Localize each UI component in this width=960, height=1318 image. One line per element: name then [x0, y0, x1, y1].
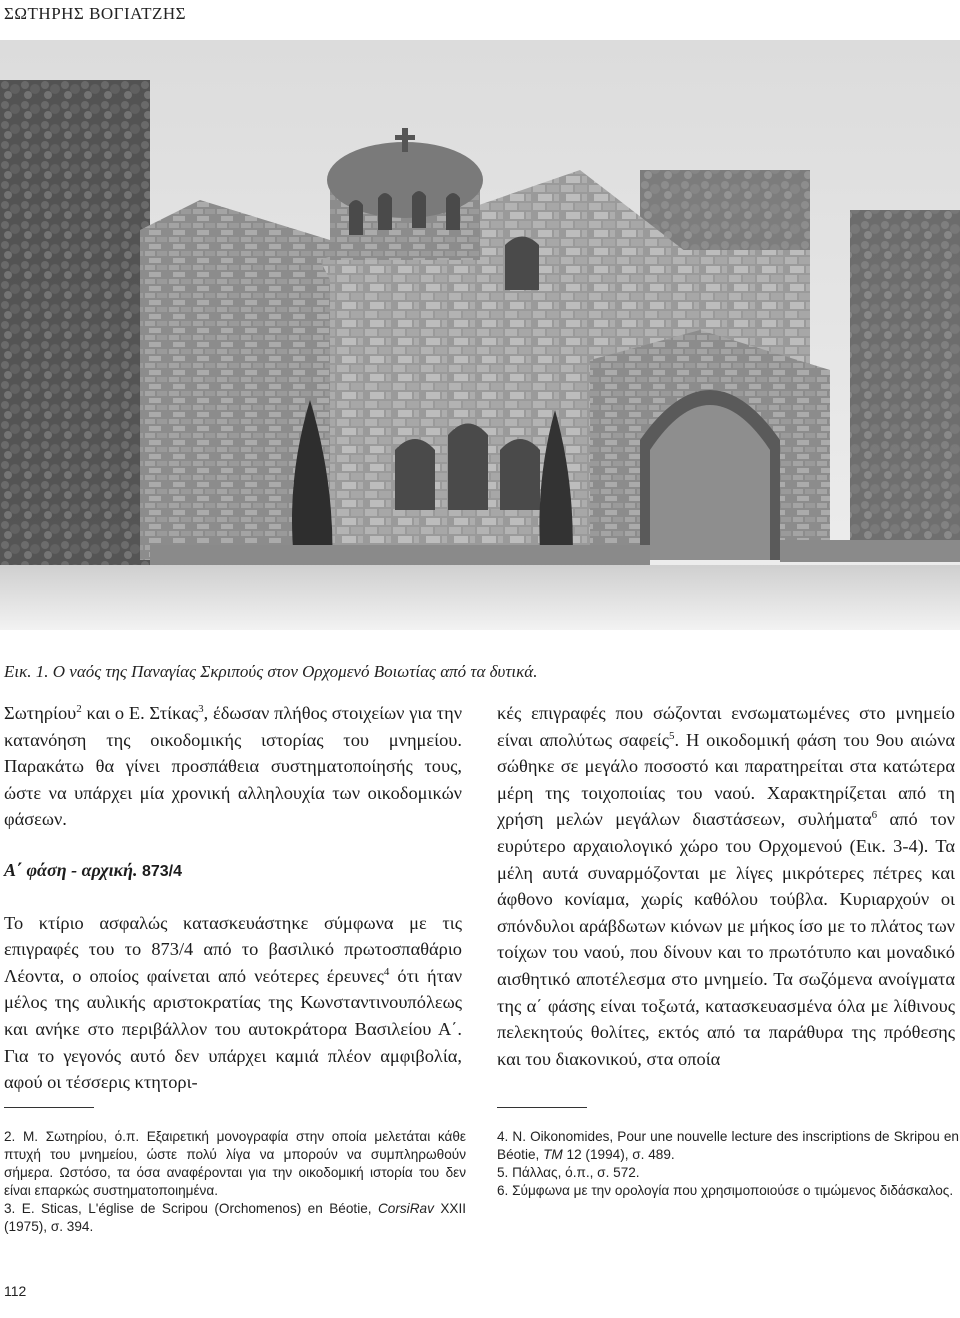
footnotes-right	[497, 1128, 959, 1200]
section-year: 873/4	[137, 862, 183, 880]
text-run: Το κτίριο ασφαλώς κατασκευάστηκε σύμφωνα με τις επιγραφές του το 873/4 από το βασιλικό πρωτοσπαθάριο Λέοντα, ο οποίος φαίνεται από νεότερες έρευνες	[4, 912, 462, 986]
text-run: 12 (1994), σ. 489.	[562, 1147, 675, 1162]
text-run: Σωτηρίου	[4, 703, 77, 723]
footnote-ref-2: 2	[76, 702, 82, 715]
text-run: 4. N. Oikonomides, Pour une nouvelle lecture des inscriptions de Skripou en Béotie,	[497, 1129, 959, 1162]
footnote-4	[497, 1128, 959, 1164]
text-run: ότι ήταν μέλος της αυλικής αριστοκρατίας της Κωνσταντινουπόλεως και ανήκε στο περιβάλλον του αυτοκράτορα Βασιλείου Α΄. Για το γεγονός αυτό δεν υπάρχει καμιά πλέον αμφιβολία, αφού οι τέσσερις κτητορι-	[4, 965, 463, 1093]
footnote-rule-left	[4, 1107, 94, 1108]
footnote-ref-6: 6	[871, 809, 878, 822]
left-column	[4, 700, 462, 1096]
journal-title: CorsiRav	[377, 1201, 434, 1216]
church-photograph	[0, 40, 960, 630]
footnote-6: 6. Σύμφωνα με την ορολογία που χρησιμοποιούσε ο τιμώμενος διδάσκαλος.	[497, 1183, 954, 1198]
text-run: . Η οικοδομική φάση του 9ου αιώνα σώθηκε σε μεγάλο ποσοστό και παρατηρείται στα κατώτερα μέρη της τοιχοποιίας του ναού. Χαρακτηρίζεται από τη χρήση μελών μεγάλων διαστάσεων, συλήματα	[497, 729, 955, 830]
journal-title: TM	[543, 1147, 563, 1162]
body-paragraph	[4, 910, 462, 1096]
text-run: , έδωσαν πλήθος στοιχείων για την κατανόηση της οικοδομικής ιστορίας του μνημείου. Παρακάτω θα γίνει προσπάθεια συστηματοποίησής τους, ώστε να υπάρχει μία χρονική αλληλουχία των οικοδομικών φάσεων.	[4, 703, 463, 830]
footnote-ref-5: 5	[669, 729, 675, 742]
body-paragraph-continued	[497, 700, 955, 1072]
text-run: XXII (1975), σ. 394.	[4, 1201, 467, 1234]
intro-paragraph	[4, 700, 462, 833]
footnote-5: 5. Πάλλας, ό.π., σ. 572.	[497, 1165, 640, 1180]
text-run: 3. Ε. Sticas, L'église de Scripou (Orchomenos) en Béotie,	[4, 1201, 378, 1216]
text-run: και ο Ε. Στίκας	[81, 703, 199, 723]
figure-caption: Εικ. 1. Ο ναός της Παναγίας Σκριπούς στον Ορχομενό Βοιωτίας από τα δυτικά.	[4, 662, 538, 681]
section-label: Α΄ φάση - αρχική.	[4, 859, 138, 880]
footnote-ref-3: 3	[198, 702, 204, 715]
page-number: 112	[4, 1283, 27, 1299]
footnote-ref-4: 4	[383, 965, 390, 978]
footnote-3	[4, 1200, 466, 1236]
footnote-rule-right	[497, 1107, 587, 1108]
right-column	[497, 700, 955, 1072]
text-run: κές επιγραφές που σώζονται ενσωματωμένες στο μνημείο είναι απολύτως σαφείς	[497, 703, 955, 750]
section-heading	[4, 857, 462, 886]
running-head: ΣΩΤΗΡΗΣ ΒΟΓΙΑΤΖΗΣ	[4, 4, 187, 23]
footnote-2: 2. Μ. Σωτηρίου, ό.π. Εξαιρετική μονογραφία στην οποία μελετάται κάθε πτυχή του μνημείου, ώστε πολύ λίγα να μπορούν να συμπληρωθούν σήμερα. Ωστόσο, τα όσα αναφέρονται για την οικοδομική ιστορία του δεν είναι επαρκώς συστηματοποιημένα.	[4, 1129, 466, 1198]
text-run: από τον ευρύτερο αρχαιολογικό χώρο του Ορχομενού (Εικ. 3-4). Τα μέλη αυτά συναρμόζονται με λίγες μικρότερες πέτρες και άφθονο κονίαμα, χωρίς καθόλου τούβλα. Κυριαρχούν οι σπόνδυλοι αράβδωτων κιόνων με μήκος ίσο με το πλάτος των τοίχων του ναού, που δίνουν και το πρωτότυπο και μοναδικό αισθητικό αποτέλεσμα στο μνημείο. Τα σωζόμενα ανοίγματα της α΄ φάσης είναι τοξωτά, κατασκευασμένα όλα με λίθινους πελεκητούς θολίτες, εκτός από τα παράθυρα της πρόθεσης και του διακονικού, στα οποία	[497, 809, 955, 1069]
footnotes-left	[4, 1128, 466, 1236]
